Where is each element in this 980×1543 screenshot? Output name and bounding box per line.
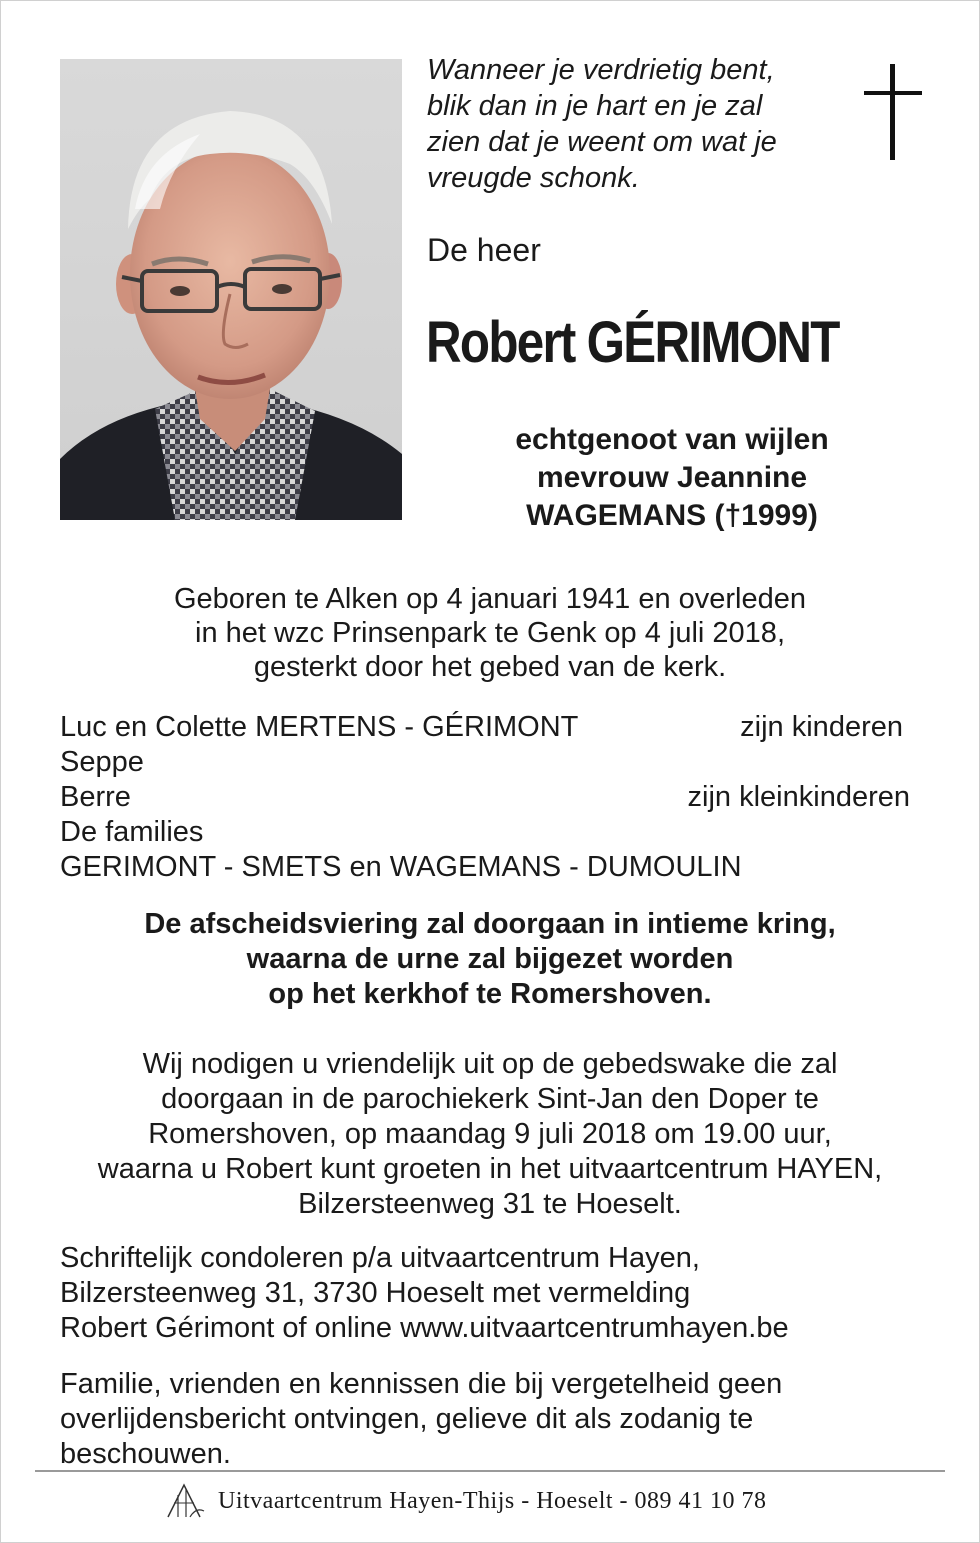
spouse-line: WAGEMANS (†1999) <box>526 499 818 532</box>
wake-line: Romershoven, op maandag 9 juli 2018 om 19.00 uur, <box>148 1118 832 1150</box>
family-role: zijn kleinkinderen <box>687 781 910 813</box>
notice-line: overlijdensbericht ontvingen, gelieve dit als zodanig te <box>60 1403 754 1435</box>
family-name: Seppe <box>60 746 144 778</box>
condolence-line: Schriftelijk condoleren p/a uitvaartcentrum Hayen, <box>60 1242 700 1274</box>
cross-icon <box>864 64 922 160</box>
footer <box>164 1481 767 1521</box>
poem-line: zien dat je weent om wat je <box>427 126 777 158</box>
family-row <box>60 710 910 745</box>
spouse-line: mevrouw Jeannine <box>536 461 808 494</box>
ceremony-line: waarna de urne zal bijgezet worden <box>246 943 734 975</box>
footer-divider <box>35 1470 945 1472</box>
ceremony-info <box>40 907 940 1012</box>
condolence-line: Robert Gérimont of online www.uitvaartcentrumhayen.be <box>60 1312 789 1344</box>
deceased-name: Robert GÉRIMONT <box>426 310 839 375</box>
family-name: Luc en Colette MERTENS - GÉRIMONT <box>60 711 579 743</box>
family-row <box>60 815 910 850</box>
honorific: De heer <box>427 232 541 268</box>
family-role: zijn kinderen <box>740 711 903 743</box>
notice-line: beschouwen. <box>60 1438 231 1470</box>
spouse-line: echtgenoot van wijlen <box>515 423 829 456</box>
family-row <box>60 745 910 780</box>
family-list <box>60 710 910 885</box>
ceremony-line: De afscheidsviering zal doorgaan in intieme kring, <box>144 908 836 940</box>
portrait-photo <box>60 59 402 520</box>
notice-info <box>60 1367 930 1472</box>
birth-death-line: Geboren te Alken op 4 januari 1941 en overleden <box>173 583 807 615</box>
poem-line: vreugde schonk. <box>427 162 640 194</box>
family-name: Berre <box>60 781 131 813</box>
family-name: GERIMONT - SMETS en WAGEMANS - DUMOULIN <box>60 851 742 883</box>
poem-line: Wanneer je verdrietig bent, <box>427 54 775 86</box>
wake-line: Bilzersteenweg 31 te Hoeselt. <box>298 1188 682 1220</box>
footer-text: Uitvaartcentrum Hayen-Thijs - Hoeselt - 089 41 10 78 <box>218 1487 767 1514</box>
family-row <box>60 850 910 885</box>
spouse-info <box>440 421 904 535</box>
funeral-home-logo-icon <box>164 1483 208 1519</box>
notice-line: Familie, vrienden en kennissen die bij vergetelheid geen <box>60 1368 783 1400</box>
condolence-line: Bilzersteenweg 31, 3730 Hoeselt met vermelding <box>60 1277 691 1309</box>
wake-line: doorgaan in de parochiekerk Sint-Jan den Doper te <box>161 1083 819 1115</box>
memorial-poem <box>427 52 847 196</box>
family-row <box>60 780 910 815</box>
birth-death-line: in het wzc Prinsenpark te Genk op 4 juli 2018, <box>195 617 785 649</box>
poem-line: blik dan in je hart en je zal <box>427 90 763 122</box>
family-name: De families <box>60 816 204 848</box>
condolence-info <box>60 1241 930 1346</box>
wake-line: waarna u Robert kunt groeten in het uitvaartcentrum HAYEN, <box>97 1153 883 1185</box>
birth-death-info <box>40 582 940 684</box>
birth-death-line: gesterkt door het gebed van de kerk. <box>253 651 727 683</box>
wake-line: Wij nodigen u vriendelijk uit op de gebedswake die zal <box>142 1048 838 1080</box>
ceremony-line: op het kerkhof te Romershoven. <box>268 978 712 1010</box>
wake-info <box>40 1047 940 1222</box>
